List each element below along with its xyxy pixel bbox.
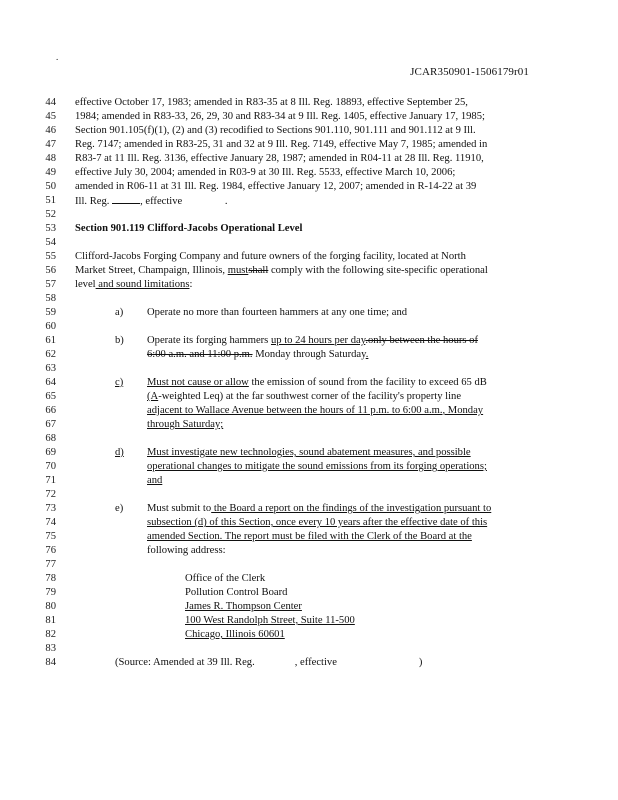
line-number-text: 59 [45,307,56,318]
subsection-c-cont [0,390,618,403]
line-number-text: 45 [45,111,56,122]
body-line [0,278,618,291]
subsection-e-cont [0,544,618,557]
line-number-text: 79 [45,587,56,598]
history-line [0,194,618,207]
text: comply with the following site-specific operational [268,265,488,276]
line-number-text: 55 [45,251,56,262]
line-number-text: 75 [45,531,56,542]
subsection-label: a) [115,307,124,318]
text: level [75,279,96,290]
line-number-text: 62 [45,349,56,360]
line-number-text: 65 [45,391,56,402]
inserted-text: amended Section. The report must be filed with the Clerk of the Board at the [147,531,472,542]
line-number-text: 66 [45,405,56,416]
inserted-text: . [365,349,369,360]
text: Reg. 7147; amended in R83-25, 31 and 32 at 9 Ill. Reg. 7149, effective May 7, 1985; amended in [75,139,488,150]
line-number-text: 48 [45,153,56,164]
line-number-text: 50 [45,181,56,192]
address-line [0,586,618,599]
line-number-text: 47 [45,139,56,150]
line-number-text: 64 [45,377,56,388]
section-title: Section 901.119 Clifford-Jacobs Operational Level [75,223,303,234]
line-number-text: 72 [45,489,56,500]
text: the emission of sound from the facility to exceed 65 dB [248,377,487,388]
line-number-text: 70 [45,461,56,472]
text: effective October 17, 1983; amended in R83-35 at 8 Ill. Reg. 18893, effective September 25, [75,97,468,108]
line-number-text: 67 [45,419,56,430]
body-line [0,264,618,277]
line-number-text: 49 [45,167,56,178]
line-number-text: 53 [45,223,56,234]
history-line [0,96,618,109]
subsection-e [0,502,618,515]
line-number-text: 56 [45,265,56,276]
text: Pollution Control Board [185,587,288,598]
address-line [0,614,618,627]
inserted-text: adjacent to Wallace Avenue between the hours of 11 p.m. to 6:00 a.m. [147,405,443,416]
line-number-text: 61 [45,335,56,346]
inserted-text: through Saturday; [147,419,224,430]
line-number [0,320,618,333]
text: -weighted Leq) at the far southwest corner of the facility's property line [158,391,462,402]
section-heading [0,222,618,235]
line-number-text: 77 [45,559,56,570]
text: Clifford-Jacobs Forging Company and future owners of the forging facility, located at North [75,251,466,262]
line-number-text: 81 [45,615,56,626]
subsection-b-cont [0,348,618,361]
subsection-d-cont [0,474,618,487]
inserted-text: James R. Thompson Center [185,601,302,612]
line-number [0,236,618,249]
history-line [0,110,618,123]
inserted-text: must [227,265,249,276]
line-number-text: 84 [45,657,56,668]
text: 1984; amended in R83-33, 26, 29, 30 and R83-34 at 9 Ill. Reg. 1405, effective January 17, 1985; [75,111,485,122]
line-number-text: 73 [45,503,56,514]
text: : [189,279,193,290]
history-line [0,152,618,165]
text: Operate its forging hammers [147,335,271,346]
document-id: JCAR350901-1506179r01 [410,66,529,78]
line-number-text: 58 [45,293,56,304]
line-number [0,488,618,501]
text: . [224,196,228,207]
subsection-d-cont [0,460,618,473]
line-number-text: 69 [45,447,56,458]
text: Section 901.105(f)(1), (2) and (3) recodified to Sections 901.110, 901.111 and 901.112 at 9 Ill. [75,125,476,136]
line-number [0,292,618,305]
subsection-c-cont [0,404,618,417]
inserted-text: (A [147,391,159,402]
history-line [0,138,618,151]
line-number [0,208,618,221]
text: (Source: Amended at 39 Ill. Reg. [115,657,255,668]
line-number-text: 74 [45,517,56,528]
text: following address: [147,545,226,556]
text: , effective [294,657,337,668]
line-number-text: 80 [45,601,56,612]
line-number [0,558,618,571]
inserted-text: operational changes to mitigate the sound emissions from its forging operations; [147,461,487,472]
line-number-text: 46 [45,125,56,136]
text: Monday through Saturday [252,349,366,360]
text: Operate no more than fourteen hammers at any one time; and [147,307,408,318]
subsection-label: c) [115,377,124,388]
line-number-text: 78 [45,573,56,584]
text: , effective [140,196,183,207]
history-line [0,124,618,137]
line-number-text: 63 [45,363,56,374]
line-number-text: 44 [45,97,56,108]
text: Must submit to [147,503,212,514]
deleted-text: 6:00 a.m. and 11:00 p.m. [147,349,253,360]
line-number [0,362,618,375]
text: effective July 30, 2004; amended in R03-9 at 30 Ill. Reg. 5533, effective March 10, 2006; [75,167,456,178]
inserted-text: the Board a report on the findings of the investigation pursuant to [211,503,492,514]
blank-field [185,195,225,204]
line-number-text: 60 [45,321,56,332]
source-note [0,656,618,669]
address-line [0,572,618,585]
line-number-text: 71 [45,475,56,486]
inserted-text: and sound limitations [95,279,190,290]
subsection-c [0,376,618,389]
line-number-text: 52 [45,209,56,220]
subsection-a [0,306,618,319]
text: Office of the Clerk [185,573,266,584]
line-number [0,642,618,655]
margin-mark: . [56,52,59,62]
text: Market Street, Champaign, Illinois, [75,265,228,276]
line-number-text: 76 [45,545,56,556]
subsection-label: e) [115,503,124,514]
line-number-text: 82 [45,629,56,640]
inserted-text: Must not cause or allow [147,377,249,388]
history-line [0,166,618,179]
text: R83-7 at 11 Ill. Reg. 3136, effective January 28, 1987; amended in R04-11 at 28 Ill. Reg. 11910, [75,153,484,164]
subsection-label: d) [115,447,124,458]
text: ) [418,657,423,668]
address-line [0,628,618,641]
subsection-label: b) [115,335,124,346]
inserted-text: , Monday [442,405,484,416]
blank-field [112,194,140,204]
inserted-text: Chicago, Illinois 60601 [185,629,285,640]
deleted-text: .only between the hours of [365,335,479,346]
subsection-e-cont [0,516,618,529]
text: Ill. Reg. [75,196,110,207]
line-number-text: 57 [45,279,56,290]
line-number-text: 54 [45,237,56,248]
history-line [0,180,618,193]
inserted-text: up to 24 hours per day [270,335,366,346]
subsection-d [0,446,618,459]
inserted-text: subsection (d) of this Section, once every 10 years after the effective date of this [147,517,488,528]
subsection-e-cont [0,530,618,543]
subsection-b [0,334,618,347]
inserted-text: Must investigate new technologies, sound abatement measures, and possible [147,447,471,458]
deleted-text: shall [248,265,269,276]
body-line [0,250,618,263]
inserted-text: 100 West Randolph Street, Suite 11-500 [185,615,355,626]
address-line [0,600,618,613]
line-number-text: 51 [45,195,56,206]
inserted-text: and [147,475,163,486]
text: amended in R06-11 at 31 Ill. Reg. 1984, effective January 12, 2007; amended in R-14-22 at 39 [75,181,477,192]
subsection-c-cont [0,418,618,431]
line-number [0,432,618,445]
line-number-text: 68 [45,433,56,444]
line-number-text: 83 [45,643,56,654]
